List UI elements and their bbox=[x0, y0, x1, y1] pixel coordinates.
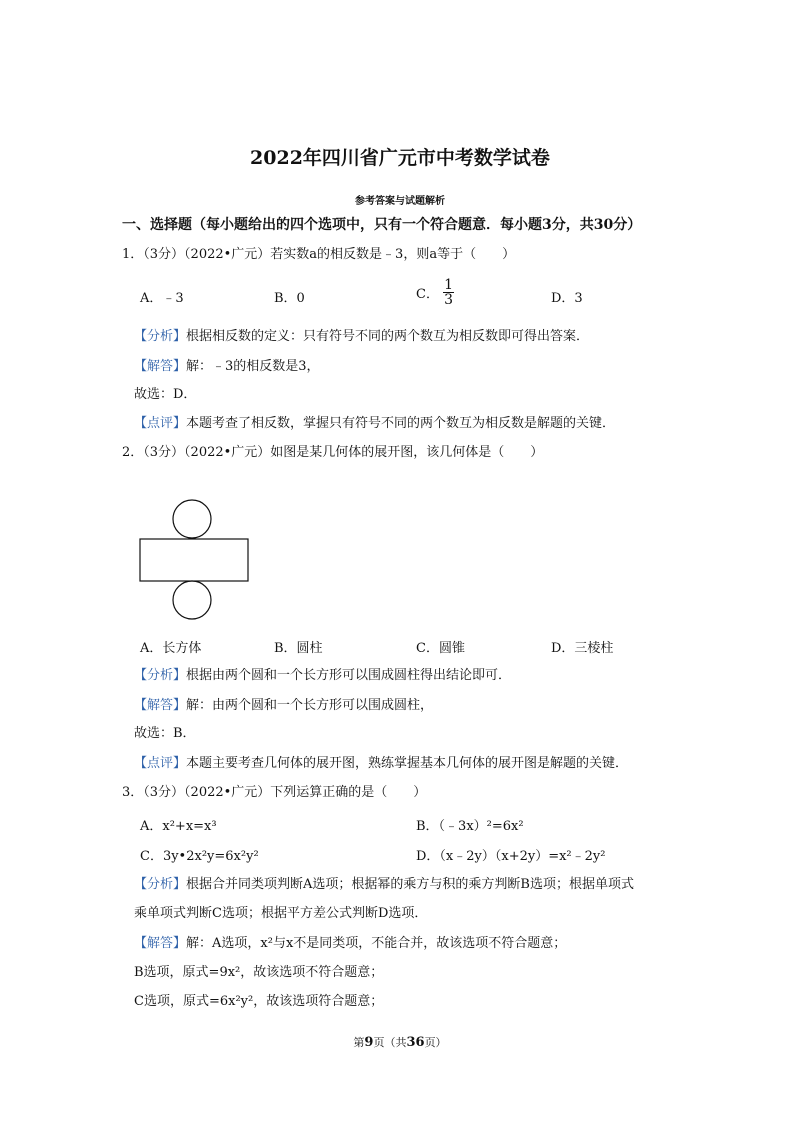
answer-text: 解：﹣3的相反数是3， bbox=[186, 359, 320, 374]
question-3-analysis-line-1 bbox=[134, 876, 634, 894]
comment-text: 本题考查了相反数，掌握只有符号不同的两个数互为相反数是解题的关键． bbox=[186, 416, 616, 431]
question-1-option-d: D．3 bbox=[551, 291, 583, 306]
answer-text: 解：由两个圆和一个长方形可以围成圆柱， bbox=[186, 698, 434, 713]
page-title: 2022年四川省广元市中考数学试卷 bbox=[250, 147, 550, 169]
answer-tag: 【解答】 bbox=[134, 359, 187, 374]
question-3-answer-line-2: B选项，原式=9x²，故该选项不符合题意； bbox=[134, 965, 384, 980]
question-1-option-b: B．0 bbox=[274, 291, 305, 306]
fraction-numerator: 1 bbox=[444, 277, 454, 293]
page-subtitle: 参考答案与试题解析 bbox=[355, 196, 445, 207]
question-2-analysis bbox=[134, 667, 511, 685]
answer-tag: 【解答】 bbox=[134, 936, 187, 951]
question-1-option-a: A．﹣3 bbox=[140, 291, 184, 306]
question-2-option-c: C．圆锥 bbox=[416, 641, 465, 656]
question-3-option-c: C．3y•2x²y=6x²y² bbox=[140, 849, 259, 864]
footer-suffix: 页） bbox=[424, 1036, 447, 1049]
comment-tag: 【点评】 bbox=[134, 416, 187, 431]
analysis-tag: 【分析】 bbox=[134, 329, 187, 344]
question-1-analysis bbox=[134, 328, 589, 346]
cylinder-net-figure bbox=[136, 495, 254, 620]
question-1-stem: 1．（3分）（2022•广元）若实数a的相反数是﹣3，则a等于（ ） bbox=[122, 247, 516, 262]
top-circle bbox=[173, 500, 211, 538]
net-rectangle bbox=[140, 539, 248, 581]
question-2-option-b: B．圆柱 bbox=[274, 641, 323, 656]
fraction-denominator: 3 bbox=[444, 292, 454, 308]
question-3-option-d: D．（x﹣2y）（x+2y）=x²﹣2y² bbox=[416, 849, 606, 864]
footer-prefix: 第 bbox=[353, 1036, 365, 1049]
option-c-prefix: C． bbox=[416, 287, 439, 302]
question-1-choice: 故选：D． bbox=[134, 387, 197, 402]
question-1-option-c bbox=[416, 278, 454, 307]
section-heading: 一、选择题（每小题给出的四个选项中，只有一个符合题意．每小题3分，共30分） bbox=[122, 217, 642, 233]
comment-text: 本题主要考查几何体的展开图，熟练掌握基本几何体的展开图是解题的关键． bbox=[186, 756, 629, 771]
question-3-answer-line-3: C选项，原式=6x²y²，故该选项符合题意； bbox=[134, 994, 384, 1009]
question-2-choice: 故选：B． bbox=[134, 726, 196, 741]
question-3-analysis-line-2: 乘单项式判断C选项；根据平方差公式判断D选项． bbox=[134, 906, 428, 921]
question-3-option-b: B．（﹣3x）²=6x² bbox=[416, 819, 524, 834]
answer-text-1: 解：A选项，x²与x不是同类项，不能合并，故该选项不符合题意； bbox=[186, 936, 567, 951]
question-3-stem: 3．（3分）（2022•广元）下列运算正确的是（ ） bbox=[122, 785, 427, 800]
question-3-answer-line-1 bbox=[134, 935, 566, 953]
question-2-comment bbox=[134, 755, 628, 773]
question-2-option-a: A．长方体 bbox=[140, 641, 202, 656]
page-footer bbox=[0, 1034, 800, 1050]
comment-tag: 【点评】 bbox=[134, 756, 187, 771]
question-2-option-d: D．三棱柱 bbox=[551, 641, 614, 656]
analysis-text: 根据相反数的定义：只有符号不同的两个数互为相反数即可得出答案． bbox=[186, 329, 590, 344]
question-1-comment bbox=[134, 415, 615, 433]
footer-total-pages: 36 bbox=[406, 1035, 425, 1050]
answer-tag: 【解答】 bbox=[134, 698, 187, 713]
analysis-text-1: 根据合并同类项判断A选项；根据幂的乘方与积的乘方判断B选项；根据单项式 bbox=[186, 877, 634, 892]
analysis-tag: 【分析】 bbox=[134, 877, 187, 892]
question-2-stem: 2．（3分）（2022•广元）如图是某几何体的展开图，该几何体是（ ） bbox=[122, 445, 544, 460]
question-3-option-a: A．x²+x=x³ bbox=[140, 819, 217, 834]
question-1-answer bbox=[134, 358, 320, 376]
analysis-text: 根据由两个圆和一个长方形可以围成圆柱得出结论即可． bbox=[186, 668, 512, 683]
analysis-tag: 【分析】 bbox=[134, 668, 187, 683]
bottom-circle bbox=[173, 581, 211, 619]
fraction-one-third bbox=[443, 278, 454, 307]
footer-page-number: 9 bbox=[364, 1035, 374, 1050]
footer-mid: 页（共 bbox=[373, 1036, 407, 1049]
question-2-answer bbox=[134, 697, 433, 715]
